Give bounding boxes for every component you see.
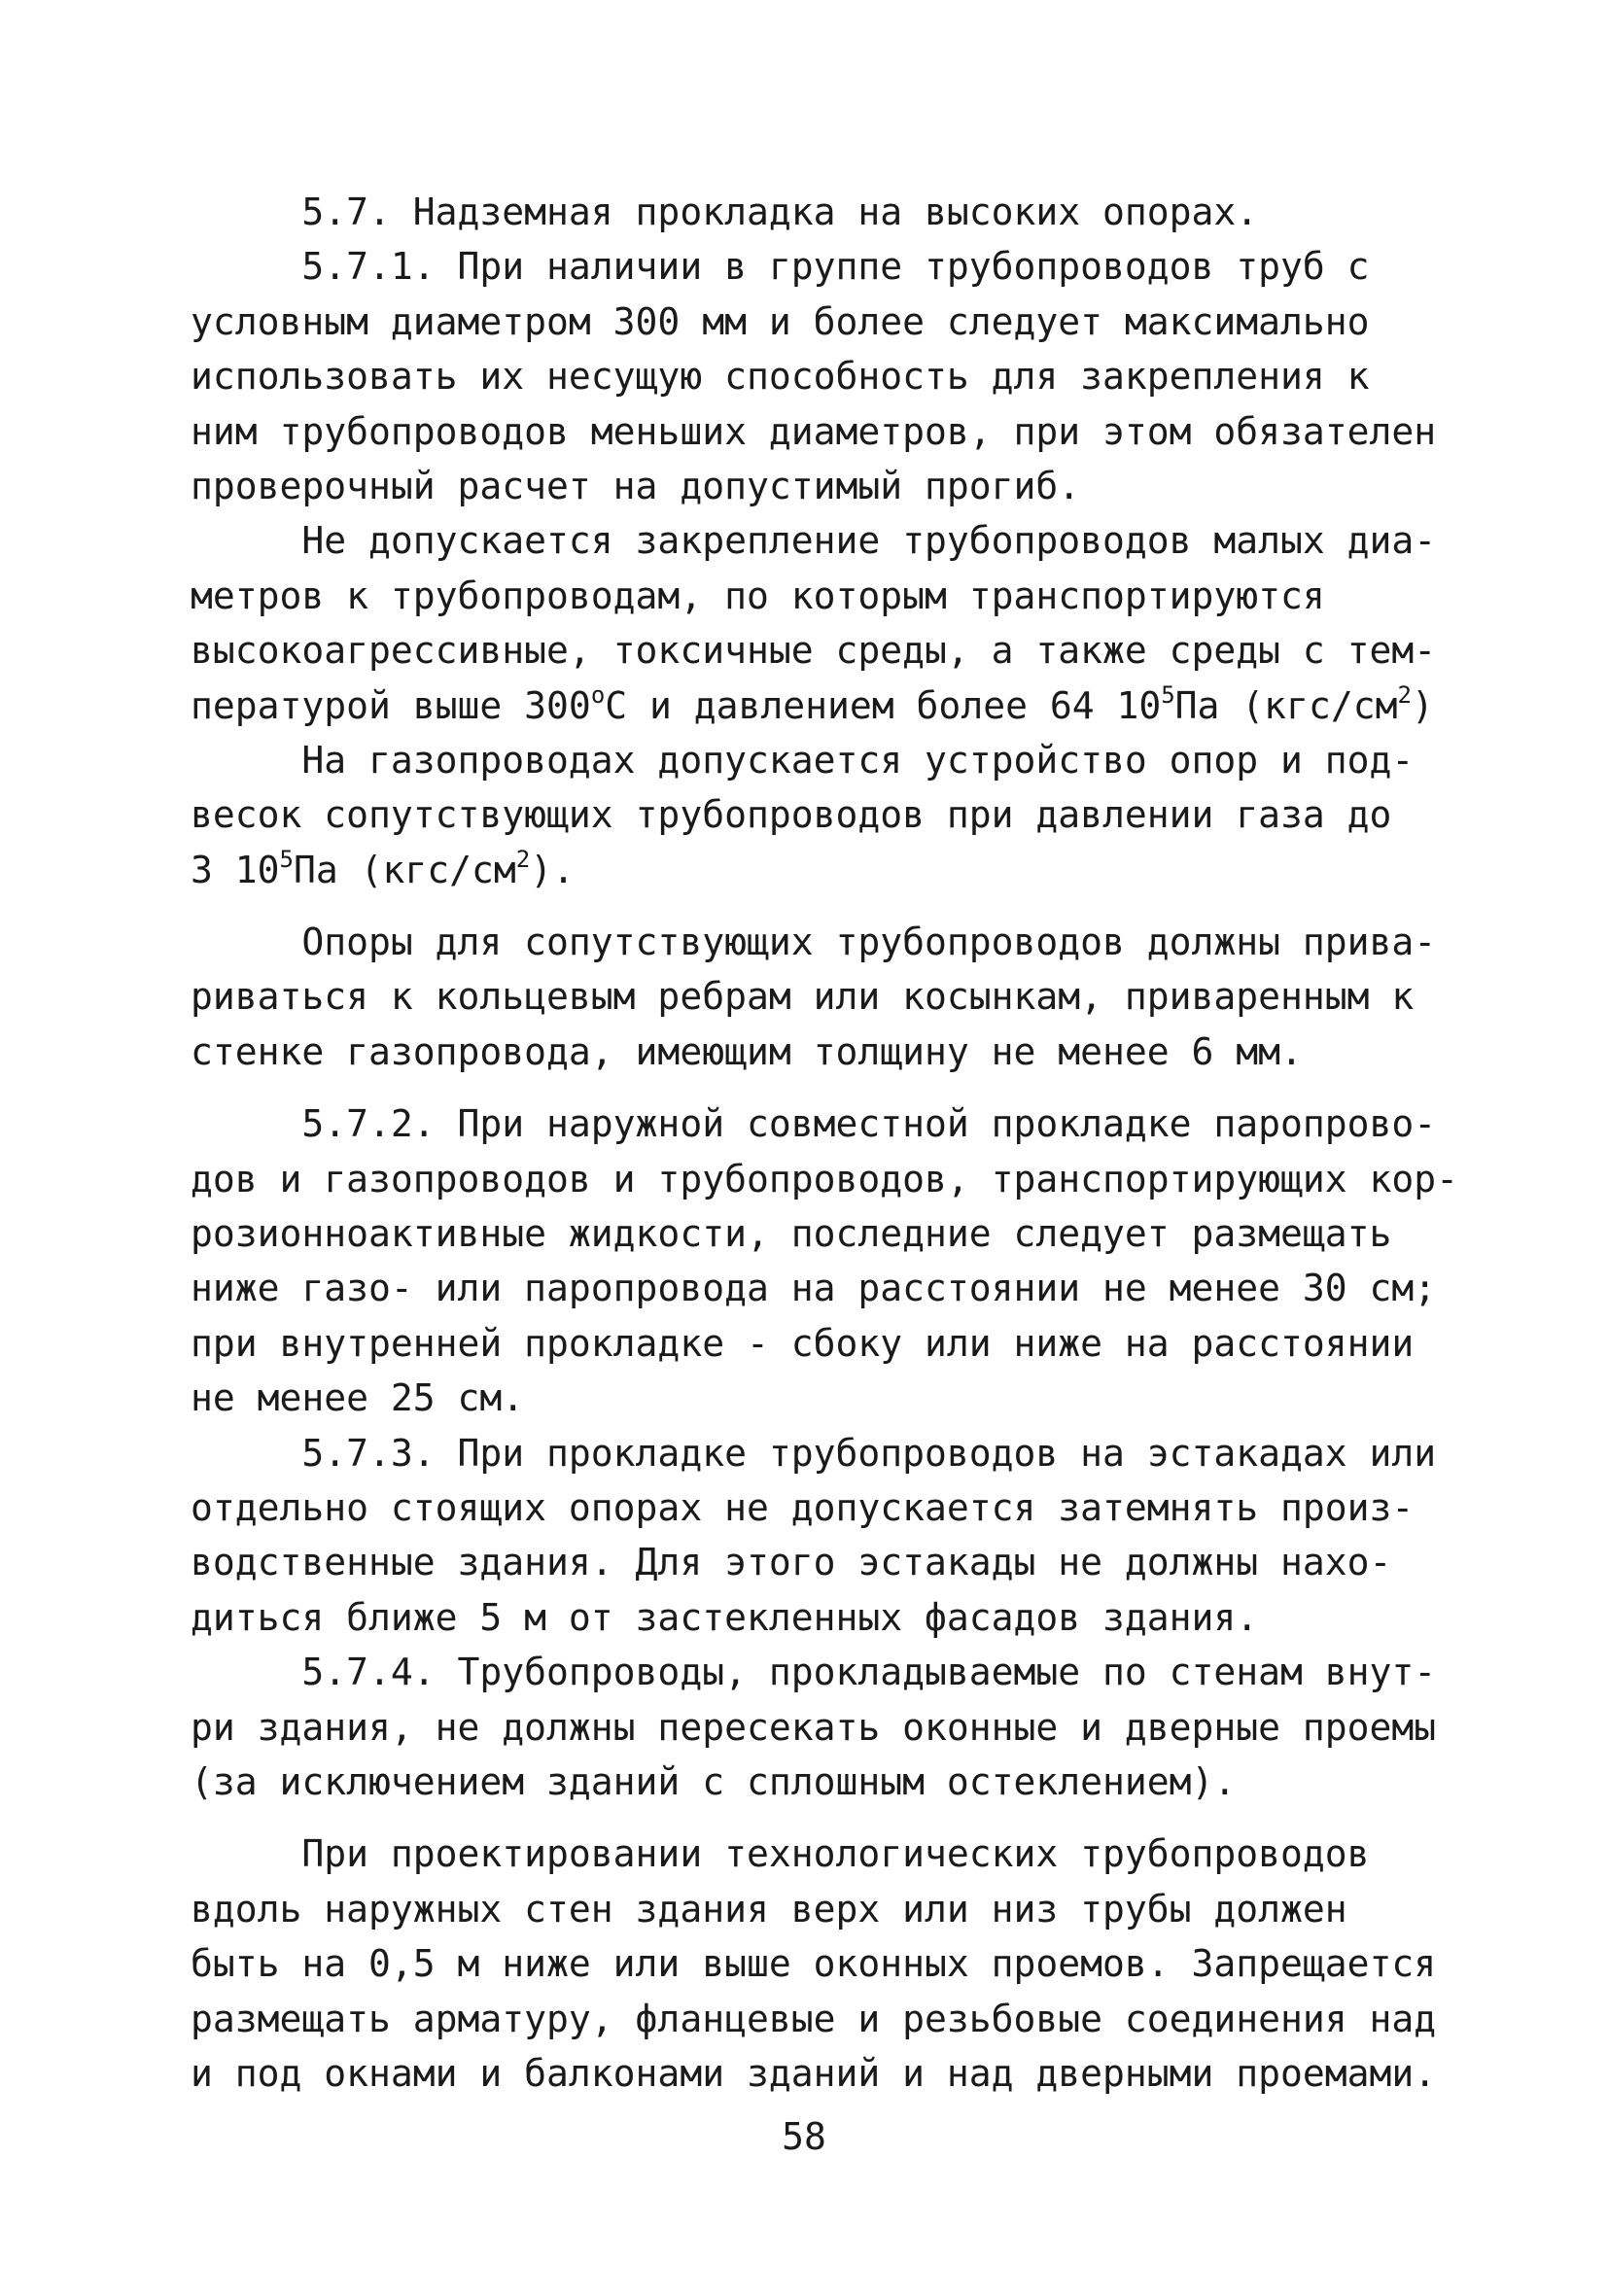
paragraph-line: вдоль наружных стен здания верх или низ трубы должен	[191, 1887, 1347, 1931]
line-text: 3 10	[191, 848, 280, 891]
paragraph-line: 5.7.4. Трубопроводы, прокладываемые по стенам внут-	[191, 1651, 1437, 1694]
paragraph-line: Не допускается закрепление трубопроводов малых диа-	[191, 519, 1437, 563]
paragraph-line: и под окнами и балконами зданий и над дверными проемами.	[191, 2051, 1437, 2095]
paragraph-line: высокоагрессивные, токсичные среды, а также среды с тем-	[191, 629, 1437, 673]
paragraph-line: при внутренней прокладке - сбоку или ниже на расстоянии	[191, 1321, 1415, 1365]
paragraph-line: ним трубопроводов меньших диаметров, при этом обязателен	[191, 409, 1437, 453]
line-text: ).	[530, 848, 575, 891]
degree-superscript: о	[590, 680, 606, 709]
line-text: Па (кгс/см	[1174, 683, 1398, 727]
paragraph-gap	[191, 1079, 1435, 1096]
exponent-superscript: 2	[1397, 680, 1412, 709]
paragraph-line: На газопроводах допускается устройство опор и под-	[191, 738, 1415, 782]
paragraph-gap	[191, 897, 1435, 915]
paragraph-line: водственные здания. Для этого эстакады не должны нахо-	[191, 1541, 1392, 1584]
paragraph-line: условным диаметром 300 мм и более следует максимально	[191, 299, 1370, 343]
paragraph-line: отдельно стоящих опорах не допускается затемнять произ-	[191, 1485, 1415, 1529]
paragraph-line: стенке газопровода, имеющим толщину не менее 6 мм.	[191, 1029, 1303, 1073]
paragraph-line: 5.7.1. При наличии в группе трубопроводов труб с	[191, 245, 1370, 289]
paragraph-line: быть на 0,5 м ниже или выше оконных проемов. Запрещается	[191, 1942, 1437, 1986]
temperature-pressure-line	[191, 678, 1435, 733]
paragraph-line: 5.7.2. При наружной совместной прокладке паропрово-	[191, 1102, 1437, 1146]
paragraph-line: (за исключением зданий с сплошным остеклением).	[191, 1759, 1237, 1803]
exponent-superscript: 2	[515, 845, 531, 873]
paragraph-line: весок сопутствующих трубопроводов при давлении газа до	[191, 793, 1392, 837]
page-number: 58	[782, 2115, 826, 2158]
paragraph-line: ри здания, не должны пересекать оконные и дверные проемы	[191, 1705, 1437, 1749]
paragraph-gap	[191, 1809, 1435, 1826]
paragraph-line: метров к трубопроводам, по которым транспортируются	[191, 574, 1325, 617]
section-heading-5-7: 5.7. Надземная прокладка на высоких опорах.	[191, 191, 1259, 233]
exponent-superscript: 5	[1161, 680, 1175, 709]
paragraph-line: дов и газопроводов и трубопроводов, транспортирующих кор-	[191, 1157, 1459, 1200]
pressure-line	[191, 843, 1435, 897]
paragraph-line: проверочный расчет на допустимый прогиб.	[191, 464, 1081, 507]
paragraph-line: ниже газо- или паропровода на расстоянии не менее 30 см;	[191, 1267, 1437, 1310]
paragraph-line: 5.7.3. При прокладке трубопроводов на эстакадах или	[191, 1431, 1437, 1475]
paragraph-line: не менее 25 см.	[191, 1376, 525, 1420]
line-text: Па (кгс/см	[293, 848, 516, 891]
paragraph-line: диться ближе 5 м от застекленных фасадов здания.	[191, 1595, 1259, 1639]
paragraph-line: риваться к кольцевым ребрам или косынкам, приваренным к	[191, 975, 1415, 1019]
exponent-superscript: 5	[279, 845, 294, 873]
line-text: С и давлением более 64 10	[605, 683, 1162, 727]
paragraph-line: Опоры для сопутствующих трубопроводов должны прива-	[191, 921, 1437, 964]
line-text: пературой выше 300	[191, 683, 591, 727]
paragraph-line: размещать арматуру, фланцевые и резьбовые соединения над	[191, 1997, 1437, 2040]
body-text	[191, 185, 1459, 2101]
line-text: )	[1411, 683, 1434, 727]
paragraph-line: использовать их несущую способность для закрепления к	[191, 355, 1370, 399]
paragraph-line: При проектировании технологических трубопроводов	[191, 1832, 1370, 1876]
paragraph-line: розионноактивные жидкости, последние следует размещать	[191, 1212, 1392, 1256]
